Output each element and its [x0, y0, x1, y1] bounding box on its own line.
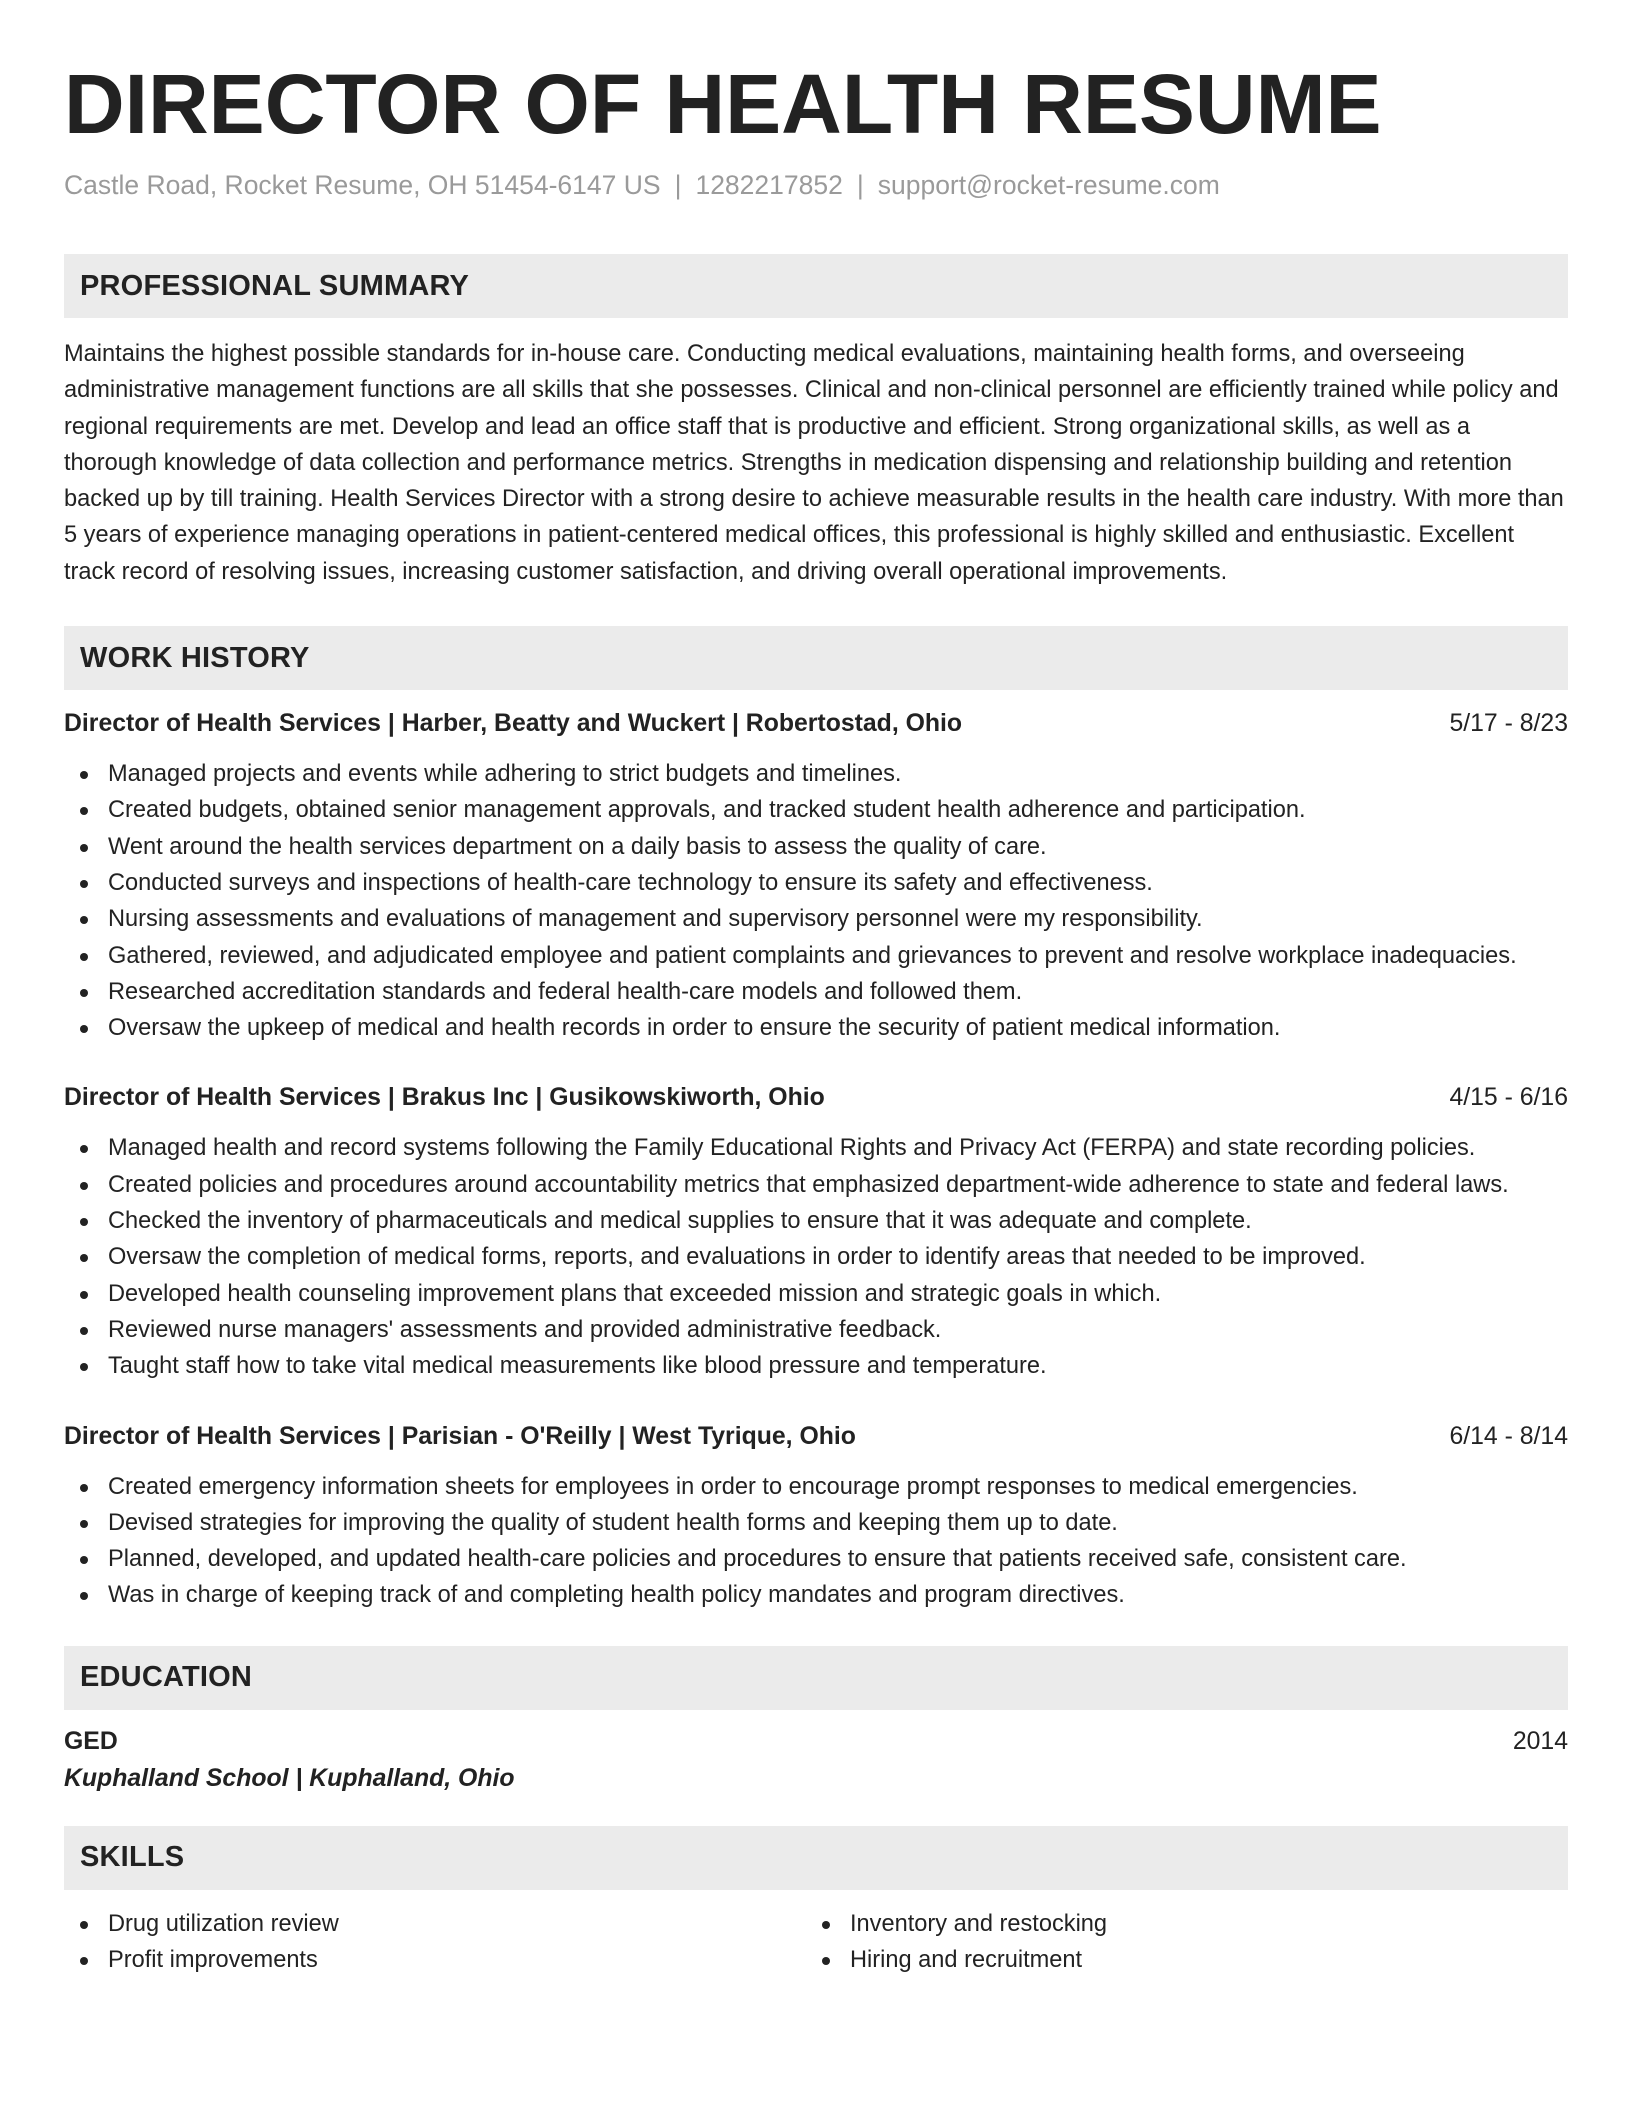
skills-list — [64, 1906, 806, 1979]
job-bullet: Was in charge of keeping track of and completing health policy mandates and program directives. — [64, 1577, 1568, 1613]
job-dates: 4/15 - 6/16 — [1449, 1084, 1568, 1112]
contact-email: support@rocket-resume.com — [877, 170, 1220, 200]
education-heading-line — [64, 1724, 1568, 1760]
job-entry — [64, 1080, 1568, 1384]
job-bullet: Conducted surveys and inspections of health-care technology to ensure its safety and effectiveness. — [64, 865, 1568, 901]
section-header-skills: SKILLS — [64, 1826, 1568, 1890]
education-degree: GED — [64, 1727, 118, 1755]
skill-item: Profit improvements — [64, 1942, 806, 1978]
job-bullet: Managed projects and events while adhering to strict budgets and timelines. — [64, 756, 1568, 792]
job-title: Director of Health Services | Brakus Inc | Gusikowskiworth, Ohio — [64, 1084, 825, 1112]
contact-address: Castle Road, Rocket Resume, OH 51454-6147 US — [64, 170, 661, 200]
job-bullet: Went around the health services department on a daily basis to assess the quality of care. — [64, 829, 1568, 865]
job-bullet: Gathered, reviewed, and adjudicated employee and patient complaints and grievances to prevent and resolve workplace inadequacies. — [64, 938, 1568, 974]
resume-title: DIRECTOR OF HEALTH RESUME — [64, 57, 1382, 151]
skills-list — [806, 1906, 1568, 1979]
job-bullet: Taught staff how to take vital medical measurements like blood pressure and temperature. — [64, 1348, 1568, 1384]
job-bullet-list — [64, 1130, 1568, 1384]
skill-item: Drug utilization review — [64, 1906, 806, 1942]
job-bullet: Oversaw the completion of medical forms, reports, and evaluations in order to identify areas that needed to be improved. — [64, 1239, 1568, 1275]
job-bullet: Checked the inventory of pharmaceuticals and medical supplies to ensure that it was adequate and complete. — [64, 1203, 1568, 1239]
section-header-work-history: WORK HISTORY — [64, 626, 1568, 690]
job-bullet: Developed health counseling improvement plans that exceeded mission and strategic goals in which. — [64, 1276, 1568, 1312]
job-bullet: Created budgets, obtained senior management approvals, and tracked student health adherence and participation. — [64, 792, 1568, 828]
job-entry — [64, 1419, 1568, 1614]
skill-item: Hiring and recruitment — [806, 1942, 1568, 1978]
job-bullet: Reviewed nurse managers' assessments and provided administrative feedback. — [64, 1312, 1568, 1348]
job-title: Director of Health Services | Harber, Beatty and Wuckert | Robertostad, Ohio — [64, 710, 963, 738]
education-year: 2014 — [1512, 1727, 1568, 1755]
job-bullet-list — [64, 1469, 1568, 1614]
job-dates: 5/17 - 8/23 — [1449, 710, 1568, 738]
section-header-summary: PROFESSIONAL SUMMARY — [64, 254, 1568, 318]
job-entry — [64, 706, 1568, 1046]
job-heading-line — [64, 706, 1568, 742]
job-bullet: Created emergency information sheets for employees in order to encourage prompt responses to medical emergencies. — [64, 1469, 1568, 1505]
job-bullet: Created policies and procedures around accountability metrics that emphasized department-wide adherence to state and federal laws. — [64, 1167, 1568, 1203]
job-title: Director of Health Services | Parisian - O'Reilly | West Tyrique, Ohio — [64, 1422, 856, 1450]
job-bullet-list — [64, 756, 1568, 1046]
job-bullet: Devised strategies for improving the quality of student health forms and keeping them up to date. — [64, 1505, 1568, 1541]
job-bullet: Researched accreditation standards and federal health-care models and followed them. — [64, 974, 1568, 1010]
skills-column-right — [806, 1906, 1568, 1979]
job-bullet: Nursing assessments and evaluations of management and supervisory personnel were my responsibility. — [64, 901, 1568, 937]
job-bullet: Managed health and record systems following the Family Educational Rights and Privacy Act (FERPA) and state recording policies. — [64, 1130, 1568, 1166]
job-heading-line — [64, 1419, 1568, 1455]
job-dates: 6/14 - 8/14 — [1449, 1422, 1568, 1450]
section-header-education: EDUCATION — [64, 1646, 1568, 1710]
resume-page — [64, 58, 1568, 1978]
job-bullet: Oversaw the upkeep of medical and health records in order to ensure the security of patient medical information. — [64, 1010, 1568, 1046]
job-heading-line — [64, 1080, 1568, 1116]
contact-line — [64, 168, 1568, 202]
summary-text: Maintains the highest possible standards for in-house care. Conducting medical evaluations, maintaining health forms, and overseeing administrative management functions are all skills that she possesses. Clinical and non-clinical personnel are efficiently trained while policy and regional requirements are met. Develop and lead an office staff that is productive and efficient. Strong organizational skills, as well as a thorough knowledge of data collection and performance metrics. Strengths in medication dispensing and relationship building and retention backed up by till training. Health Services Director with a strong desire to achieve measurable results in the health care industry. With more than 5 years of experience managing operations in patient-centered medical offices, this professional is highly skilled and enthusiastic. Excellent track record of resolving issues, increasing customer satisfaction, and driving overall operational improvements. — [64, 341, 1564, 585]
contact-separator: | — [674, 170, 682, 200]
skill-item: Inventory and restocking — [806, 1906, 1568, 1942]
education-school: Kuphalland School | Kuphalland, Ohio — [64, 1764, 515, 1792]
contact-separator: | — [856, 170, 864, 200]
contact-phone: 1282217852 — [695, 170, 843, 200]
skills-columns — [64, 1906, 1568, 1979]
skills-column-left — [64, 1906, 806, 1979]
job-bullet: Planned, developed, and updated health-care policies and procedures to ensure that patients received safe, consistent care. — [64, 1541, 1568, 1577]
